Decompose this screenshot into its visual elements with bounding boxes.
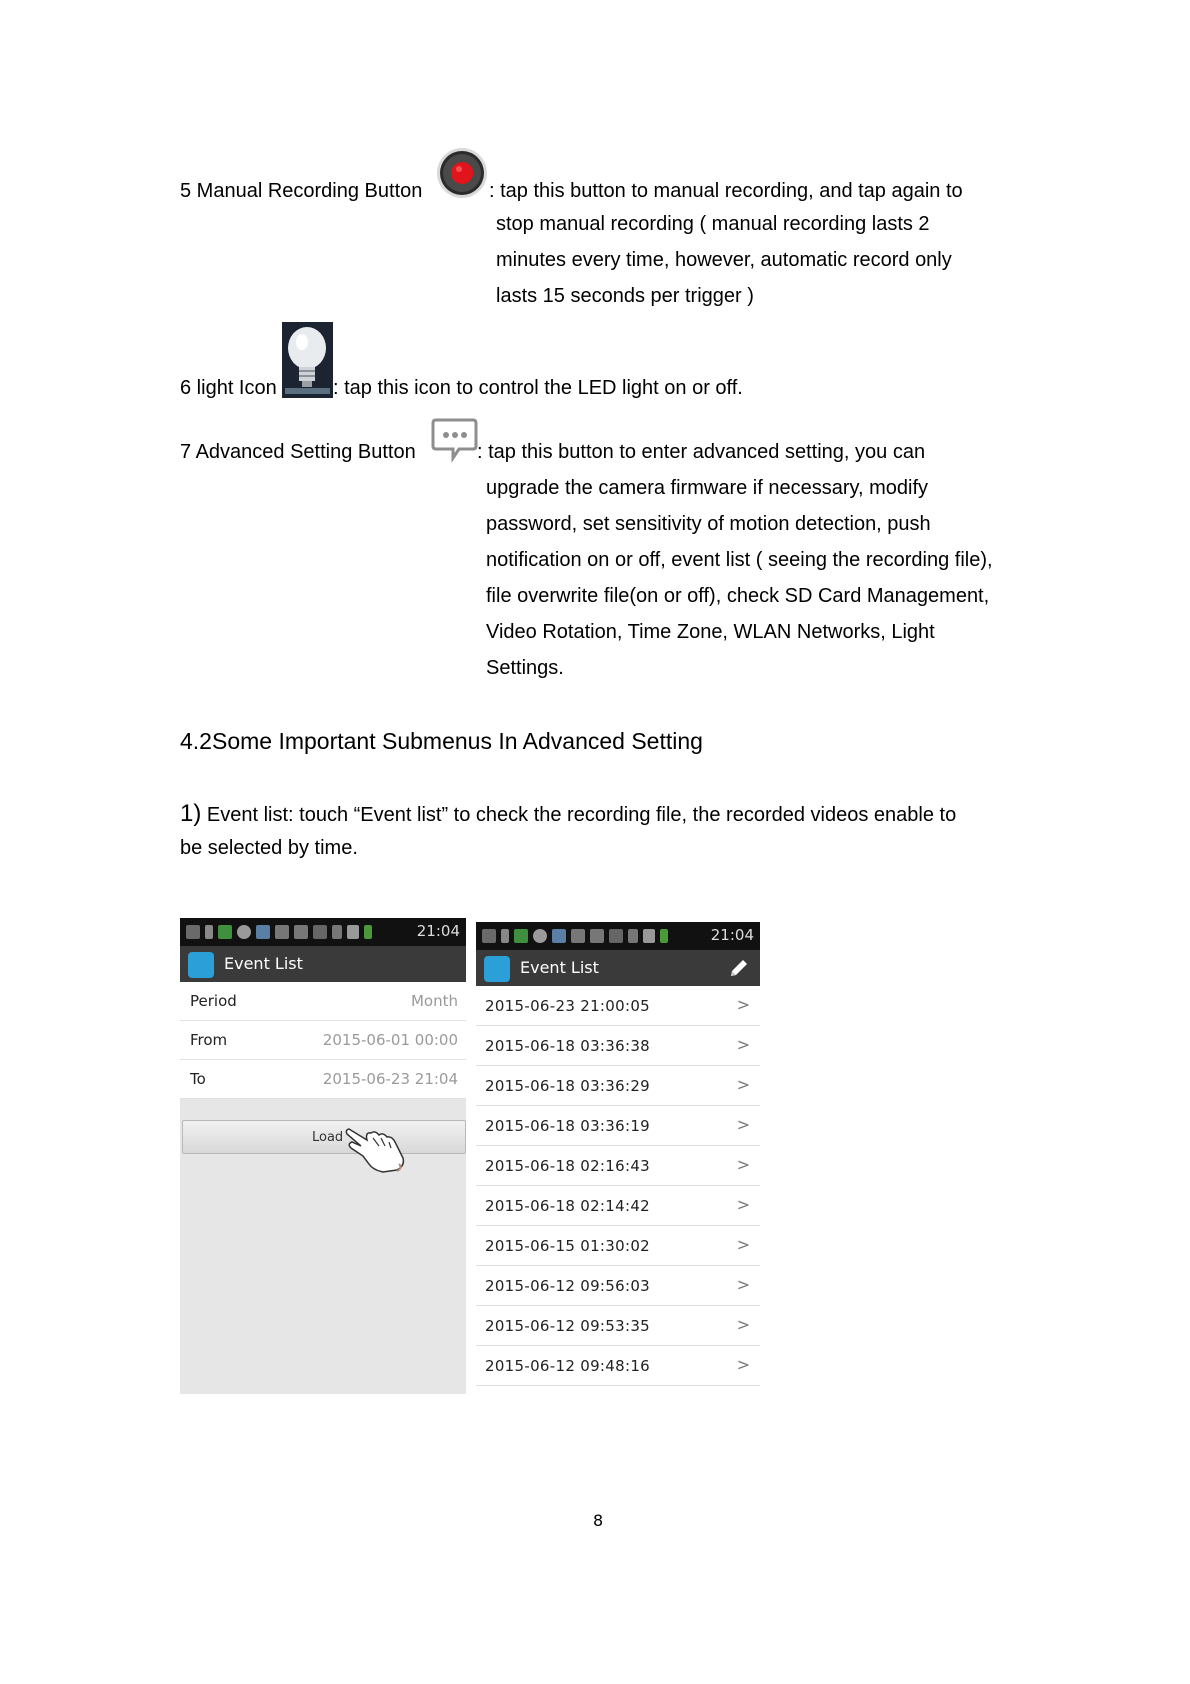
load-button[interactable]: [182, 1120, 466, 1154]
app-logo-icon[interactable]: [484, 956, 510, 982]
event-row[interactable]: [476, 1026, 760, 1066]
event-row[interactable]: [476, 1066, 760, 1106]
period-label: Period: [190, 992, 237, 1010]
wifi-icon: [628, 929, 638, 943]
event-datetime: 2015-06-12 09:56:03: [485, 1277, 651, 1295]
paragraph-line: Event list: touch “Event list” to check the recording file, the recorded videos enable to: [201, 804, 957, 826]
event-row[interactable]: [476, 1346, 760, 1386]
chevron-right-icon: >: [736, 1075, 750, 1094]
chevron-right-icon: >: [736, 995, 750, 1014]
event-datetime: 2015-06-18 03:36:19: [485, 1117, 651, 1135]
event-datetime: 2015-06-18 02:14:42: [485, 1197, 651, 1215]
app-icon: [218, 925, 232, 939]
weather-icon: [533, 929, 547, 943]
record-button-icon: [436, 147, 488, 199]
item-5-label: 5 Manual Recording Button: [180, 180, 423, 202]
app-icon: [514, 929, 528, 943]
calendar-icon: [294, 925, 308, 939]
sd-icon: [256, 925, 270, 939]
item-5-desc-line: minutes every time, however, automatic record only: [496, 249, 952, 271]
event-row[interactable]: [476, 1146, 760, 1186]
to-row[interactable]: [180, 1060, 466, 1099]
from-value: 2015-06-01 00:00: [322, 1031, 458, 1049]
item-7-desc-line: upgrade the camera firmware if necessary, modify: [486, 477, 929, 499]
usb-icon: [501, 929, 509, 943]
event-datetime: 2015-06-15 01:30:02: [485, 1237, 651, 1255]
chevron-right-icon: >: [736, 1355, 750, 1374]
item-7-label: 7 Advanced Setting Button: [180, 441, 416, 463]
event-list-results-screenshot: [476, 922, 760, 1394]
event-row[interactable]: [476, 1106, 760, 1146]
app-logo-icon[interactable]: [188, 952, 214, 978]
event-row[interactable]: [476, 1266, 760, 1306]
status-icons: [482, 927, 668, 945]
event-datetime: 2015-06-12 09:53:35: [485, 1317, 651, 1335]
event-datetime: 2015-06-18 02:16:43: [485, 1157, 651, 1175]
calendar-icon: [590, 929, 604, 943]
load-button-label: Load: [312, 1130, 344, 1145]
event-row[interactable]: [476, 986, 760, 1026]
chevron-right-icon: >: [736, 1275, 750, 1294]
event-list-filter-screenshot: [180, 918, 466, 1394]
chevron-right-icon: >: [736, 1115, 750, 1134]
item-7-desc-line: Video Rotation, Time Zone, WLAN Networks, Light: [486, 621, 935, 643]
chevron-right-icon: >: [736, 1035, 750, 1054]
item-7-desc-line: Settings.: [486, 657, 564, 679]
period-value: Month: [410, 992, 458, 1010]
event-row[interactable]: [476, 1306, 760, 1346]
to-value: 2015-06-23 21:04: [322, 1070, 458, 1088]
chevron-right-icon: >: [736, 1315, 750, 1334]
battery-icon: [364, 925, 372, 939]
item-5-desc-line: lasts 15 seconds per trigger ): [496, 285, 754, 307]
item-6-label: 6 light Icon: [180, 377, 277, 399]
light-bulb-icon: [282, 322, 333, 398]
item-7-desc-line: notification on or off, event list ( seeing the recording file),: [486, 549, 993, 571]
status-bar: [476, 922, 760, 950]
from-label: From: [190, 1031, 228, 1049]
screen-title: Event List: [520, 958, 599, 977]
sd-icon: [552, 929, 566, 943]
item-7-desc-line: password, set sensitivity of motion detection, push: [486, 513, 931, 535]
item-5-desc-line: : tap this button to manual recording, and tap again to: [489, 180, 963, 202]
paragraph-line: be selected by time.: [180, 837, 358, 859]
event-datetime: 2015-06-12 09:48:16: [485, 1357, 651, 1375]
chevron-right-icon: >: [736, 1155, 750, 1174]
event-row[interactable]: [476, 1186, 760, 1226]
notification-icon: [482, 929, 496, 943]
chevron-right-icon: >: [736, 1195, 750, 1214]
pointing-hand-icon: [343, 1124, 409, 1174]
advanced-setting-icon: [431, 416, 478, 463]
event-datetime: 2015-06-23 21:00:05: [485, 997, 651, 1015]
signal-icon: [643, 929, 655, 943]
notification-icon: [186, 925, 200, 939]
screen-title: Event List: [224, 954, 303, 973]
event-list-paragraph: [180, 800, 956, 828]
mute-icon: [313, 925, 327, 939]
download-icon: [571, 929, 585, 943]
paragraph-number: 1): [180, 800, 202, 827]
action-bar: [476, 950, 760, 986]
usb-icon: [205, 925, 213, 939]
item-6-desc: : tap this icon to control the LED light on or off.: [333, 377, 743, 399]
to-label: To: [190, 1070, 206, 1088]
event-datetime: 2015-06-18 03:36:38: [485, 1037, 651, 1055]
period-row[interactable]: [180, 982, 466, 1021]
item-7-desc-line: : tap this button to enter advanced setting, you can: [477, 441, 926, 463]
event-row[interactable]: [476, 1226, 760, 1266]
section-heading: 4.2Some Important Submenus In Advanced Setting: [180, 728, 703, 754]
status-clock: 21:04: [710, 926, 754, 944]
page-number: 8: [593, 1511, 604, 1530]
edit-pencil-icon[interactable]: [728, 957, 750, 979]
event-datetime: 2015-06-18 03:36:29: [485, 1077, 651, 1095]
signal-icon: [347, 925, 359, 939]
download-icon: [275, 925, 289, 939]
status-icons: [186, 923, 372, 941]
mute-icon: [609, 929, 623, 943]
wifi-icon: [332, 925, 342, 939]
from-row[interactable]: [180, 1021, 466, 1060]
chevron-right-icon: >: [736, 1235, 750, 1254]
item-5-desc-line: stop manual recording ( manual recording lasts 2: [496, 213, 930, 235]
item-7-desc-line: file overwrite file(on or off), check SD Card Management,: [486, 585, 990, 607]
weather-icon: [237, 925, 251, 939]
action-bar: [180, 946, 466, 982]
status-bar: [180, 918, 466, 946]
status-clock: 21:04: [416, 922, 460, 940]
battery-icon: [660, 929, 668, 943]
